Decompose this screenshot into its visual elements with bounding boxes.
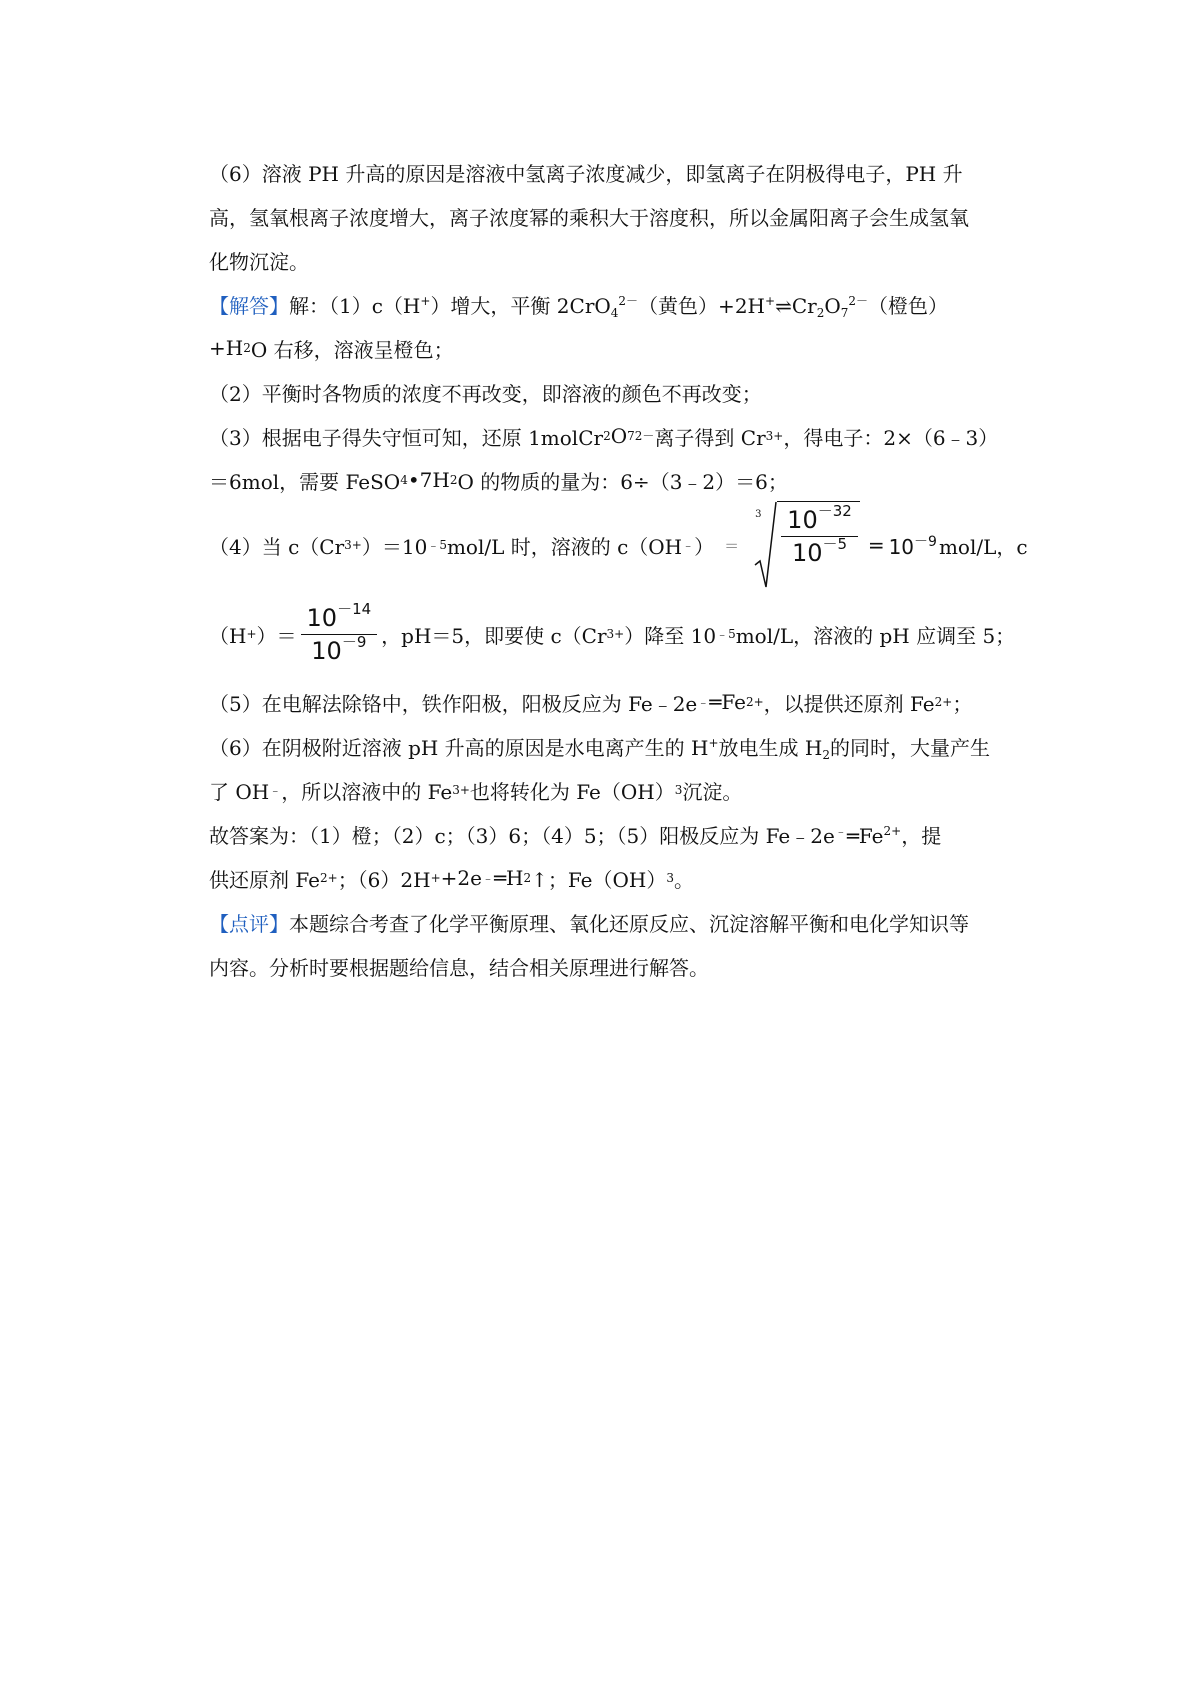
text: ═Fe (846, 823, 884, 848)
summary-line-2: 供还原剂 Fe 2+ ；（6）2H + +2e ﹣ ═H 2 ↑；Fe（OH） 3 。 (209, 856, 1024, 900)
answer-line-4: （4）当 c（Cr 3+ ）＝10 ﹣5 mol/L 时，溶液的 c（OH ﹣ ） ＝ 3 $\frac{10^{-32}}{10^{-5}}$ = $10^{-9}$ mol/L，c (209, 502, 1024, 588)
sub: 2 (822, 747, 830, 762)
text: O 右移，溶液呈橙色； (250, 337, 454, 362)
text: ，提 (901, 823, 942, 848)
sub: 7 (840, 305, 849, 320)
comment-line-2 (209, 944, 1024, 988)
text: O 的物质的量为：6÷（3﹣2）＝6； (457, 469, 788, 494)
text: （6）溶液 PH 升高的原因是溶液中氢离子浓度减少，即氢离子在阴极得电子，PH 升 (209, 161, 963, 186)
comment-line-1-text (209, 908, 969, 937)
sup: ﹣ (834, 823, 847, 838)
text: 故答案为：（1）橙；（2）c；（3）6；（4）5；（5）阳极反应为 Fe﹣2e (209, 823, 835, 848)
sub: 4 (610, 305, 619, 320)
answer-line-6-text (209, 732, 990, 761)
answer-line-3: （3）根据电子得失守恒可知，还原 1molCr 2 O 7 2－ 离子得到 Cr 3+ ，得电子：2×（6﹣3） (209, 414, 1024, 458)
text: +2e (440, 866, 482, 890)
res-base: 10 (888, 534, 915, 559)
text: ，所以溶液中的 Fe (281, 779, 453, 804)
text: （H (209, 623, 247, 648)
text: ） (694, 534, 715, 559)
text: O (824, 293, 841, 318)
answer-line-3b: ＝6mol，需要 FeSO 4 •7H 2 O 的物质的量为：6÷（3﹣2）＝6； (209, 458, 1024, 502)
denominator (305, 632, 372, 667)
text: 离子得到 Cr (654, 425, 766, 450)
text: 本题综合考查了化学平衡原理、氧化还原反应、沉淀溶解平衡和电化学知识等 (289, 911, 969, 936)
answer-line-4b: （H + ）＝ $\frac{10^{-14}}{10^{-9}}$ ，pH＝5，即要使 c（Cr 3+ ）降至 10 ﹣5 mol/L，溶液的 pH 应调至 5； (209, 599, 1016, 665)
numerator (301, 599, 378, 634)
text: ）降至 10 (624, 623, 717, 648)
sup: + (420, 293, 431, 308)
sup: 2－ (618, 293, 639, 308)
text: +H (209, 336, 244, 360)
text: ＝6mol，需要 FeSO (209, 469, 401, 494)
solution-content (209, 150, 1028, 988)
denominator (786, 537, 853, 569)
intro-line-3 (209, 238, 1024, 282)
text: 内容。分析时要根据题给信息，结合相关原理进行解答。 (209, 955, 709, 980)
den-exp: －9 (341, 632, 367, 651)
text: ）增大，平衡 2CrO (430, 293, 611, 318)
comment-tag: 【点评】 (209, 911, 289, 936)
text: （3）根据电子得失守恒可知，还原 1molCr (209, 425, 604, 450)
radical-sign (753, 501, 777, 589)
radical-body (777, 501, 860, 589)
equals: = (867, 533, 885, 557)
summary-line-1-text (209, 820, 941, 849)
text: （5）在电解法除铬中，铁作阳极，阳极反应为 Fe﹣2e (209, 691, 698, 716)
den-exp: －5 (822, 535, 848, 553)
intro-line-1 (209, 150, 1024, 194)
text: 了 OH (209, 779, 270, 804)
answer-line-6 (209, 724, 1024, 768)
den-base: 10 (311, 636, 342, 665)
num-base: 10 (306, 603, 338, 632)
text: （4）当 c（Cr (209, 534, 345, 559)
fraction-h (301, 599, 378, 667)
num-exp: －32 (817, 502, 852, 520)
num-base: 10 (787, 506, 818, 534)
text: 的同时，大量产生 (830, 735, 990, 760)
answer-line-6b: 了 OH ﹣ ，所以溶液中的 Fe 3+ 也将转化为 Fe（OH） 3 沉淀。 (209, 768, 1024, 812)
text: ⇌Cr (775, 293, 817, 318)
res-unit: mol/L，c (938, 534, 1028, 559)
text: ）＝10 (361, 534, 428, 559)
sup: + (765, 293, 776, 308)
text: ；（6）2H (337, 867, 431, 892)
sup: 2－ (848, 293, 869, 308)
sub: 2 (816, 305, 825, 320)
text: ）＝ (256, 623, 297, 648)
text: •7H (407, 468, 450, 492)
res-exp: －9 (914, 533, 937, 550)
answer-line-1b: +H 2 O 右移，溶液呈橙色； (209, 326, 1024, 370)
text: 高，氢氧根离子浓度增大，离子浓度幂的乘积大于溶度积，所以金属阳离子会生成氢氧 (209, 205, 969, 230)
text: 放电生成 H (718, 735, 823, 760)
text: （橙色） (868, 293, 949, 318)
text: ═H (493, 866, 524, 890)
comment-line-1 (209, 900, 1024, 944)
text: 供还原剂 Fe (209, 867, 320, 892)
answer-tag: 【解答】 (209, 293, 289, 318)
text: 。 (673, 867, 694, 892)
text: O (610, 424, 628, 448)
num-exp: －14 (337, 599, 372, 618)
text: ； (952, 691, 973, 716)
equals-small: ＝ (724, 536, 740, 555)
text: 化物沉淀。 (209, 249, 309, 274)
text: （黄色）+2H (638, 293, 765, 318)
text: ↑；Fe（OH） (531, 867, 667, 892)
numerator (781, 504, 858, 536)
fraction (781, 504, 858, 569)
text: ，以提供还原剂 Fe (763, 691, 935, 716)
answer-line-2 (209, 370, 1024, 414)
text: ，得电子：2×（6﹣3） (783, 425, 999, 450)
radical-index: 3 (755, 509, 762, 520)
result (889, 531, 1028, 560)
text: ，pH＝5，即要使 c（Cr (381, 623, 607, 648)
text: 解：（1）c（H (289, 293, 421, 318)
text: （6）在阴极附近溶液 pH 升高的原因是水电离产生的 H (209, 735, 709, 760)
den-base: 10 (791, 539, 823, 567)
answer-line-5: （5）在电解法除铬中，铁作阳极，阳极反应为 Fe﹣2e ﹣ ═Fe 2+ ，以提供还原剂 Fe 2+ ； (209, 680, 1024, 724)
text: ═Fe (709, 690, 746, 714)
answer-line-1 (209, 282, 1024, 326)
summary-line-1 (209, 812, 1024, 856)
cube-root (753, 501, 860, 589)
text: 沉淀。 (682, 779, 743, 804)
text: （2）平衡时各物质的浓度不再改变，即溶液的颜色不再改变； (209, 381, 762, 406)
text: mol/L，溶液的 pH 应调至 5； (735, 623, 1016, 648)
answer-line-1-text (209, 290, 948, 319)
intro-line-2 (209, 194, 1024, 238)
text: 也将转化为 Fe（OH） (469, 779, 675, 804)
text: mol/L 时，溶液的 c（OH (446, 534, 683, 559)
sup: + (708, 735, 719, 750)
sup: 2+ (883, 823, 902, 838)
